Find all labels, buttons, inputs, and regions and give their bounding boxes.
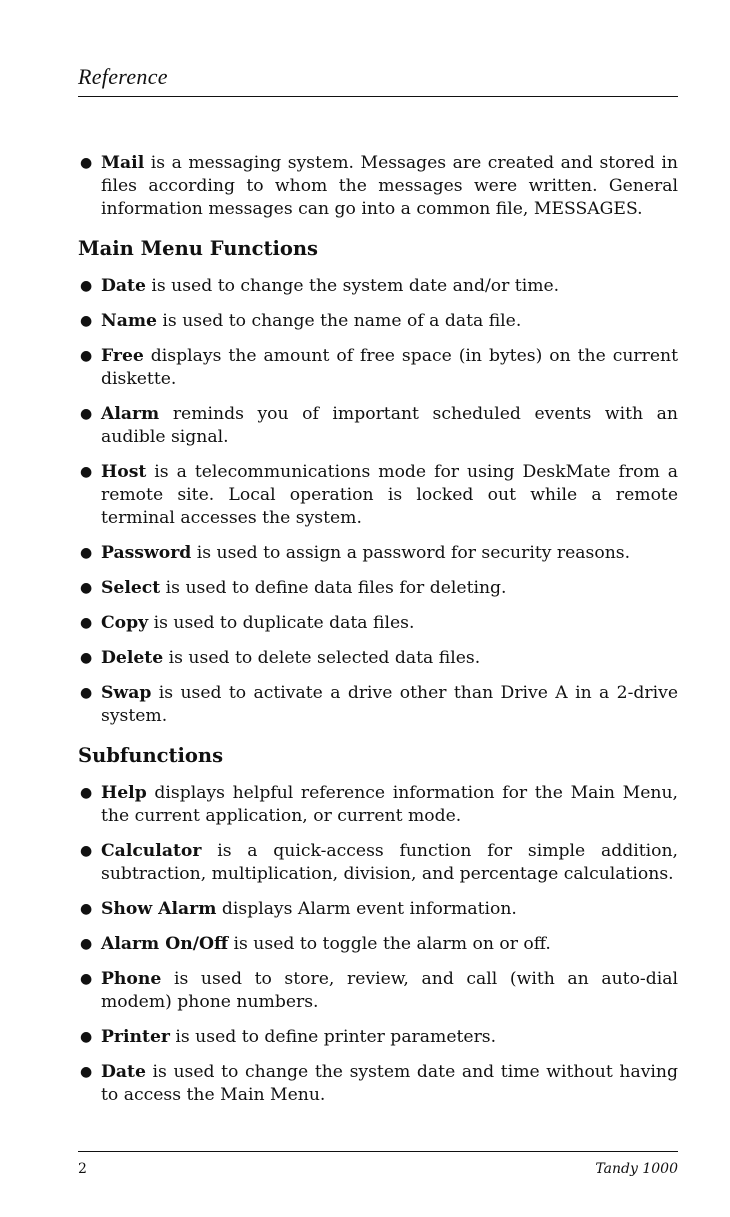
list-item bbox=[78, 1061, 678, 1107]
item-description: is used to change the system date and time without having to access the Main Menu. bbox=[101, 1062, 678, 1105]
list-item bbox=[78, 612, 678, 635]
item-term: Alarm On/Off bbox=[101, 934, 229, 954]
item-description: is used to toggle the alarm on or off. bbox=[228, 934, 551, 954]
bullet-icon: ● bbox=[80, 650, 93, 666]
bullet-icon: ● bbox=[80, 580, 93, 596]
item-description: displays helpful reference information for the Main Menu, the current application, or current mode. bbox=[101, 783, 678, 826]
page-content bbox=[78, 152, 678, 1119]
list-item bbox=[78, 542, 678, 565]
item-description: is used to change the name of a data file. bbox=[156, 311, 522, 331]
item-term: Copy bbox=[101, 613, 149, 633]
subfunctions-heading: Subfunctions bbox=[78, 744, 224, 767]
item-description: is used to define printer parameters. bbox=[169, 1027, 497, 1047]
list-item bbox=[78, 933, 678, 956]
bullet-icon: ● bbox=[80, 1029, 93, 1045]
item-description: is used to assign a password for security reasons. bbox=[191, 543, 631, 563]
item-description: is used to activate a drive other than Drive A in a 2-drive system. bbox=[101, 683, 678, 726]
item-description: is used to duplicate data files. bbox=[148, 613, 415, 633]
bullet-icon: ● bbox=[80, 1064, 93, 1080]
bullet-icon: ● bbox=[80, 936, 93, 952]
bullet-icon: ● bbox=[80, 843, 93, 859]
bullet-icon: ● bbox=[80, 464, 93, 480]
list-item bbox=[78, 275, 678, 298]
item-description: is used to change the system date and/or time. bbox=[145, 276, 560, 296]
list-item bbox=[78, 682, 678, 728]
item-description: reminds you of important scheduled events with an audible signal. bbox=[101, 404, 678, 447]
bullet-icon: ● bbox=[80, 313, 93, 329]
item-term: Date bbox=[101, 276, 146, 296]
item-description: is a quick-access function for simple addition, subtraction, multiplication, division, and percentage calculations. bbox=[101, 841, 678, 884]
page-footer bbox=[78, 1151, 678, 1177]
page-number: 2 bbox=[78, 1161, 87, 1177]
bullet-icon: ● bbox=[80, 406, 93, 422]
bullet-icon: ● bbox=[80, 685, 93, 701]
page-header bbox=[78, 64, 678, 97]
item-description: is a telecommunications mode for using DeskMate from a remote site. Local operation is locked out while a remote terminal accesses the system. bbox=[101, 462, 678, 528]
item-description: displays Alarm event information. bbox=[216, 899, 517, 919]
bullet-icon: ● bbox=[80, 545, 93, 561]
item-term: Free bbox=[101, 346, 144, 366]
list-item bbox=[78, 403, 678, 449]
list-item bbox=[78, 152, 678, 221]
item-term: Password bbox=[101, 543, 192, 563]
bullet-icon: ● bbox=[80, 155, 93, 171]
bullet-icon: ● bbox=[80, 901, 93, 917]
bullet-icon: ● bbox=[80, 348, 93, 364]
item-description: is used to delete selected data files. bbox=[163, 648, 481, 668]
list-item bbox=[78, 840, 678, 886]
item-term: Alarm bbox=[101, 404, 160, 424]
item-term: Mail bbox=[101, 153, 145, 173]
item-term: Show Alarm bbox=[101, 899, 217, 919]
subfunctions-list bbox=[78, 782, 678, 1107]
item-term: Date bbox=[101, 1062, 146, 1082]
item-term: Help bbox=[101, 783, 147, 803]
list-item bbox=[78, 310, 678, 333]
item-term: Swap bbox=[101, 683, 152, 703]
bullet-icon: ● bbox=[80, 785, 93, 801]
item-description: is a messaging system. Messages are created and stored in files according to whom the messages were written. General information messages can go into a common file, MESSAGES. bbox=[101, 153, 678, 219]
item-term: Name bbox=[101, 311, 157, 331]
header-title: Reference bbox=[78, 64, 168, 89]
intro-list bbox=[78, 152, 678, 221]
main-menu-list bbox=[78, 275, 678, 728]
list-item bbox=[78, 461, 678, 530]
item-term: Phone bbox=[101, 969, 162, 989]
footer-product: Tandy 1000 bbox=[595, 1161, 678, 1177]
item-description: displays the amount of free space (in bytes) on the current diskette. bbox=[101, 346, 678, 389]
list-item bbox=[78, 345, 678, 391]
item-term: Select bbox=[101, 578, 161, 598]
list-item bbox=[78, 782, 678, 828]
item-term: Delete bbox=[101, 648, 164, 668]
item-term: Printer bbox=[101, 1027, 170, 1047]
list-item bbox=[78, 1026, 678, 1049]
item-term: Calculator bbox=[101, 841, 202, 861]
bullet-icon: ● bbox=[80, 278, 93, 294]
list-item bbox=[78, 968, 678, 1014]
item-description: is used to define data files for deleting. bbox=[160, 578, 507, 598]
bullet-icon: ● bbox=[80, 615, 93, 631]
list-item bbox=[78, 577, 678, 600]
bullet-icon: ● bbox=[80, 971, 93, 987]
list-item bbox=[78, 898, 678, 921]
list-item bbox=[78, 647, 678, 670]
item-term: Host bbox=[101, 462, 147, 482]
item-description: is used to store, review, and call (with an auto-dial modem) phone numbers. bbox=[101, 969, 678, 1012]
main-menu-heading: Main Menu Functions bbox=[78, 237, 319, 260]
